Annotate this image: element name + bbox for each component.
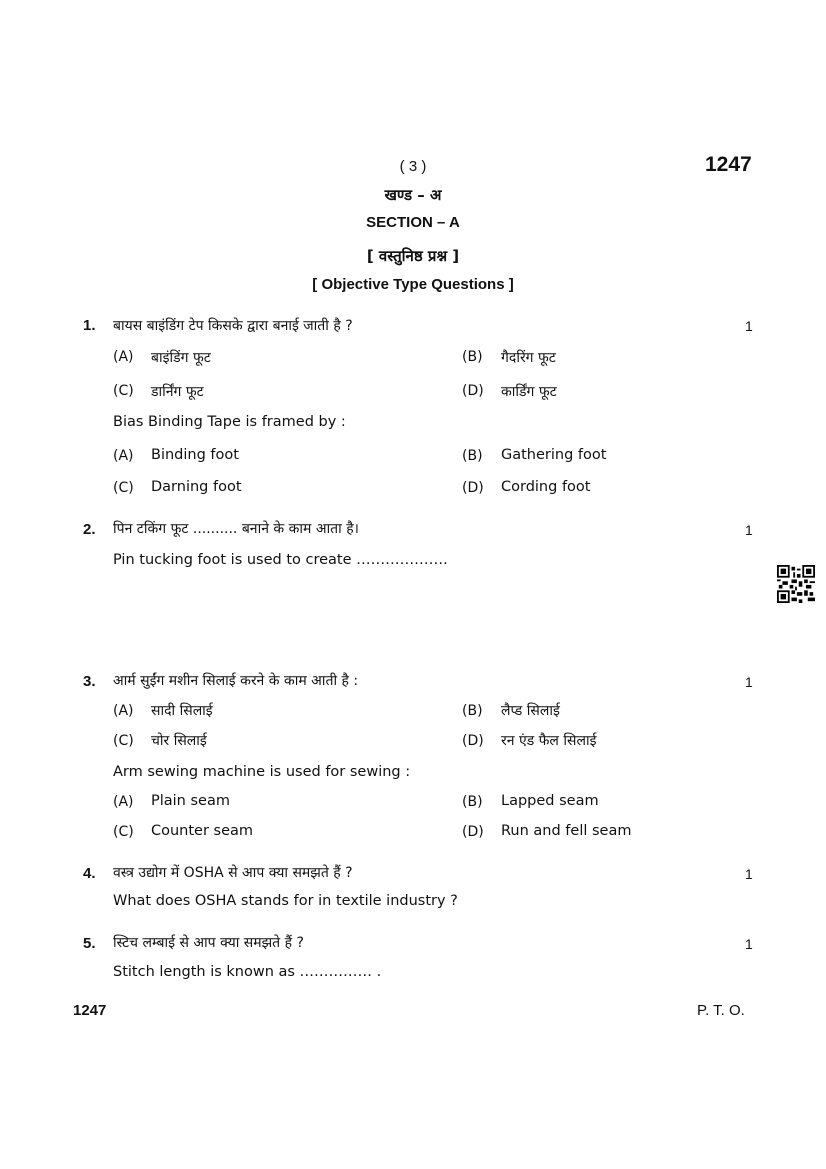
option-text-english: Run and fell seam xyxy=(501,823,632,839)
question-number: 1. xyxy=(83,317,96,334)
option-text-hindi: कार्डिंग फूट xyxy=(501,384,557,400)
option-text-hindi: रन एंड फैल सिलाई xyxy=(501,733,597,749)
option-text-hindi: सादी सिलाई xyxy=(151,703,213,719)
paper-code: 1247 xyxy=(705,153,752,176)
question-text-english: Arm sewing machine is used for sewing : xyxy=(113,764,411,780)
question-marks: 1 xyxy=(745,936,753,952)
question-text-english: Stitch length is known as …………… . xyxy=(113,964,382,980)
question-number: 2. xyxy=(83,521,96,538)
question-marks: 1 xyxy=(745,318,753,334)
option-letter: (B) xyxy=(462,448,483,464)
question-text-english: Bias Binding Tape is framed by : xyxy=(113,414,346,430)
question-text-hindi: आर्म सुईंग मशीन सिलाई करने के काम आती है : xyxy=(113,673,359,689)
option-text-hindi: लैप्ड सिलाई xyxy=(501,703,560,719)
option-letter: (C) xyxy=(113,383,134,399)
option-letter: (C) xyxy=(113,824,134,840)
option-text-english: Lapped seam xyxy=(501,793,599,809)
option-text-english: Binding foot xyxy=(151,447,239,463)
question-number: 3. xyxy=(83,673,96,690)
option-text-english: Cording foot xyxy=(501,479,591,495)
section-title-hindi: खण्ड – अ xyxy=(384,186,442,204)
option-letter: (B) xyxy=(462,349,483,365)
option-letter: (D) xyxy=(462,733,484,749)
qr-code-icon xyxy=(777,565,815,603)
question-number: 5. xyxy=(83,935,96,952)
option-text-english: Darning foot xyxy=(151,479,242,495)
option-letter: (A) xyxy=(113,794,134,810)
question-number: 4. xyxy=(83,865,96,882)
question-text-hindi: पिन टकिंग फूट .......... बनाने के काम आता है। xyxy=(113,521,359,537)
question-type-hindi: [ वस्तुनिष्ठ प्रश्न ] xyxy=(366,247,460,265)
page-number: ( 3 ) xyxy=(399,158,427,175)
option-text-hindi: चोर सिलाई xyxy=(151,733,207,749)
option-letter: (D) xyxy=(462,383,484,399)
option-text-english: Plain seam xyxy=(151,793,230,809)
option-letter: (D) xyxy=(462,480,484,496)
question-text-english: Pin tucking foot is used to create ………………. xyxy=(113,552,448,568)
option-text-hindi: डार्निंग फूट xyxy=(151,384,204,400)
option-text-hindi: बाइंडिंग फूट xyxy=(151,350,211,366)
question-marks: 1 xyxy=(745,522,753,538)
question-text-hindi: स्टिच लम्बाई से आप क्या समझते हैं ? xyxy=(113,935,304,951)
question-text-hindi: वस्त्र उद्योग में OSHA से आप क्या समझते हैं ? xyxy=(113,865,353,881)
question-text-hindi: बायस बाइंडिंग टेप किसके द्वारा बनाई जाती है ? xyxy=(113,318,353,334)
footer-paper-code: 1247 xyxy=(73,1002,107,1019)
option-text-english: Gathering foot xyxy=(501,447,607,463)
option-letter: (D) xyxy=(462,824,484,840)
question-text-english: What does OSHA stands for in textile industry ? xyxy=(113,893,458,909)
option-letter: (A) xyxy=(113,448,134,464)
option-letter: (C) xyxy=(113,480,134,496)
question-marks: 1 xyxy=(745,674,753,690)
section-title-english: SECTION – A xyxy=(366,214,460,231)
question-marks: 1 xyxy=(745,866,753,882)
option-letter: (A) xyxy=(113,349,134,365)
option-text-hindi: गैदरिंग फूट xyxy=(501,350,556,366)
option-letter: (A) xyxy=(113,703,134,719)
option-letter: (B) xyxy=(462,794,483,810)
option-letter: (C) xyxy=(113,733,134,749)
question-type-english: [ Objective Type Questions ] xyxy=(312,276,514,293)
footer-pto: P. T. O. xyxy=(697,1002,745,1019)
option-letter: (B) xyxy=(462,703,483,719)
option-text-english: Counter seam xyxy=(151,823,254,839)
